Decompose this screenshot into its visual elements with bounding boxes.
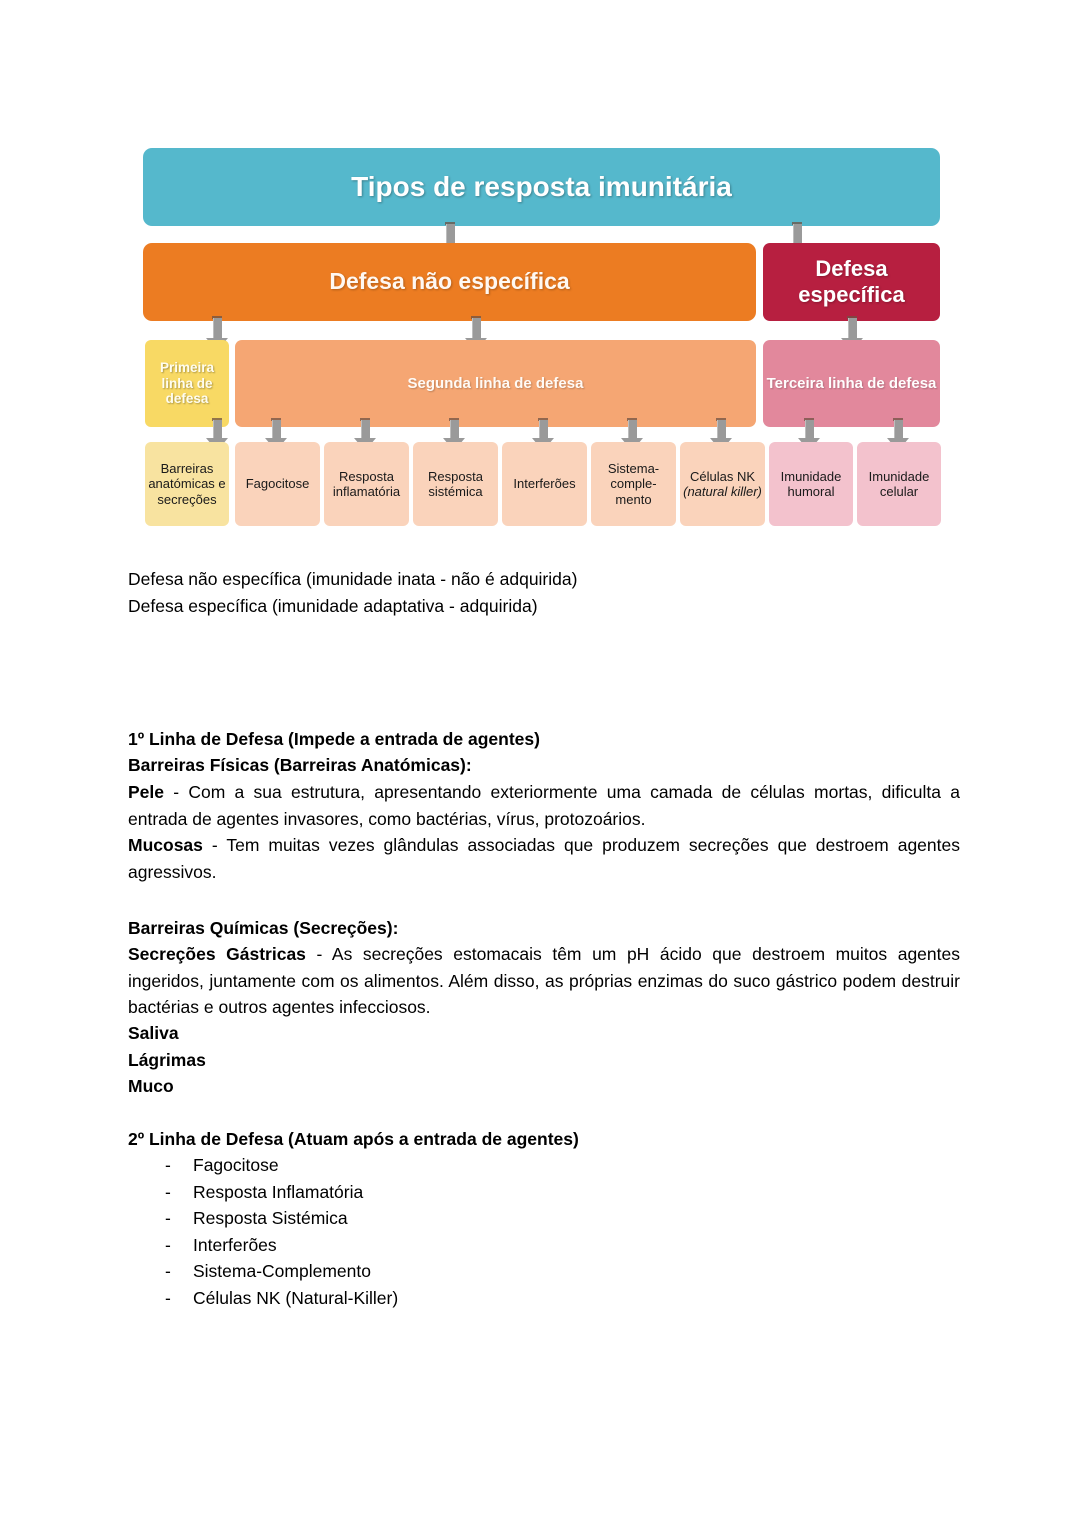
bullet-marker: - [165,1261,171,1282]
section1-heading [128,726,960,753]
list-item [128,1205,828,1232]
list-item-label: Interferões [193,1234,277,1255]
bullet-marker: - [165,1234,171,1255]
paragraph-pele-text: - Com a sua estrutura, apresentando exteriormente uma camada de células mortas, dificulta a entrada de agentes invasores, como bactérias, vírus, protozoários. [128,782,960,829]
item-muco [128,1073,960,1100]
leaf-systemic-response [413,442,498,526]
bullet-marker: - [165,1181,171,1202]
item-saliva [128,1020,960,1047]
arrow-shaft [472,318,481,338]
first-line-of-defense-box [145,340,229,427]
paragraph-mucosas-text: - Tem muitas vezes glândulas associadas que produzem secreções que destroem agentes agressivos. [128,835,960,882]
list-item [128,1152,828,1179]
bullet-marker: - [165,1287,171,1308]
list-item [128,1179,828,1206]
arrow-shaft [717,420,726,438]
bullet-marker: - [165,1208,171,1229]
paragraph-secrecoes-gastricas-text: - As secreções estomacais têm um pH ácido que destroem muitos agentes ingeridos, juntamente com os alimentos. Além disso, as próprias enzimas do suco gástrico podem destruir bactérias e outros agentes infecciosos. [128,944,960,1018]
list-item-label: Resposta Sistémica [193,1208,348,1229]
list-item [128,1285,828,1312]
leaf-label: Imunidade celular [868,468,930,499]
leaf-label: Barreiras anatómicas e secreções [148,461,226,507]
arrow-shaft [848,318,857,338]
note-line-2 [128,593,960,620]
arrow-shaft [894,420,903,438]
list-item-label: Resposta Inflamatória [193,1181,364,1202]
arrow-shaft [213,318,222,338]
leaf-nk-cells [680,442,765,526]
term-pele: Pele [128,782,164,802]
third-line-label: Terceira linha de defesa [766,374,937,392]
leaf-label: Imunidade humoral [780,468,842,499]
leaf-cellular-immunity [857,442,941,526]
leaf-phagocytosis [235,442,320,526]
note-line-1-text: Defesa não específica (imunidade inata - não é adquirida) [128,569,578,589]
leaf-label: Sistema-comple-mento [607,461,660,507]
paragraph-pele [128,779,960,832]
item-muco-text: Muco [128,1076,174,1096]
paragraph-secrecoes-gastricas [128,941,960,1021]
term-secrecoes-gastricas: Secreções Gástricas [128,944,306,964]
arrow-shaft [446,224,455,244]
diagram-title-text: Tipos de resposta imunitária [351,171,732,203]
bullet-marker: - [165,1155,171,1175]
arrow-shaft [793,224,802,244]
nonspecific-defense-label: Defesa não específica [329,268,570,295]
leaf-label: Fagocitose [245,476,310,492]
arrow-shaft [213,420,222,438]
leaf-inflammatory-response [324,442,409,526]
leaf-label: Resposta inflamatória [332,468,401,499]
arrow-shaft [272,420,281,438]
list-item-label: Fagocitose [193,1155,279,1175]
section2-heading-text: 2º Linha de Defesa (Atuam após a entrada de agentes) [128,1129,579,1149]
section1-subheading-chemical-text: Barreiras Químicas (Secreções): [128,918,399,938]
note-line-1 [128,566,960,593]
leaf-label: Resposta sistémica [428,468,483,499]
list-item-label: Sistema-Complemento [193,1261,371,1282]
leaf-label: Células NK (natural killer) [683,468,762,499]
second-line-of-defense-box [235,340,756,427]
leaf-complement-system [591,442,676,526]
second-line-label: Segunda linha de defesa [407,374,584,392]
third-line-of-defense-box [763,340,940,427]
item-lagrimas [128,1047,960,1074]
item-saliva-text: Saliva [128,1023,179,1043]
leaf-interferons [502,442,587,526]
section2-heading [128,1126,960,1153]
paragraph-mucosas [128,832,960,885]
first-line-label: Primeira linha de defesa [159,359,215,407]
arrow-shaft [805,420,814,438]
leaf-anatomical-barriers [145,442,229,526]
list-item [128,1232,828,1259]
arrow-shaft [450,420,459,438]
note-line-2-text: Defesa específica (imunidade adaptativa - adquirida) [128,596,538,616]
section1-subheading-physical-text: Barreiras Físicas (Barreiras Anatómicas): [128,755,472,775]
item-lagrimas-text: Lágrimas [128,1050,206,1070]
section1-subheading-physical [128,752,960,779]
leaf-label: Interferões [513,476,576,492]
immune-response-diagram [143,148,943,526]
nonspecific-defense-box [143,243,756,321]
section1-heading-text: 1º Linha de Defesa (Impede a entrada de agentes) [128,729,540,749]
term-mucosas: Mucosas [128,835,203,855]
diagram-title-box [143,148,940,226]
arrow-shaft [539,420,548,438]
list-item-label: Células NK (Natural-Killer) [193,1287,399,1308]
arrow-shaft [361,420,370,438]
list-item [128,1258,828,1285]
specific-defense-box [763,243,940,321]
section2-list [128,1152,828,1312]
specific-defense-label: Defesa específica [798,256,905,307]
arrow-shaft [628,420,637,438]
section1-subheading-chemical [128,915,960,942]
leaf-humoral-immunity [769,442,853,526]
